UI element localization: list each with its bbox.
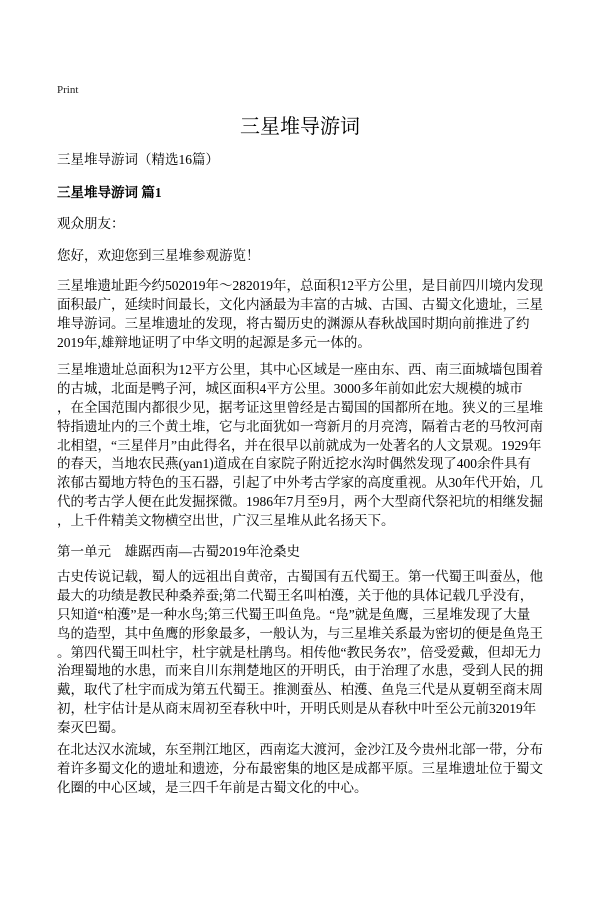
paragraph-line: 面积最广，延续时间最长，文化内涵最为丰富的古城、古国、古蜀文化遗址，三星	[57, 296, 543, 312]
paragraph-line: 初，杜宇估计是从商末周初至春秋中叶，开明氏则是从春秋中叶至公元前32019年	[57, 701, 537, 717]
paragraph-2	[57, 361, 543, 531]
paragraph-line: 三星堆遗址距今约502019年～282019年，总面积12平方公里，是目前四川境内发现	[57, 278, 543, 293]
greeting: 观众朋友：	[57, 216, 125, 231]
print-link[interactable]: Print	[57, 84, 79, 96]
paragraph-line: 代的考古学人便在此发掘探微。1986年7月至9月，两个大型商代祭祀坑的相继发掘	[57, 494, 543, 510]
document-subtitle: 三星堆导游词（精选16篇）	[57, 152, 219, 167]
paragraph-line: 治理蜀地的水患，而来自川东荆楚地区的开明氏，由于治理了水患，受到人民的拥	[57, 663, 543, 679]
paragraph-line: 的春天，当地农民燕(yan1)道成在自家院子附近挖水沟时偶然发现了400余件具有	[57, 456, 531, 472]
paragraph-line: 三星堆遗址总面积为12平方公里，其中心区域是一座由东、西、南三面城墙包围着	[57, 362, 543, 377]
paragraph-line: ，在全国范围内都很少见，据考证这里曾经是古蜀国的国都所在地。狭义的三星堆	[57, 399, 543, 415]
section-heading: 三星堆导游词 篇1	[57, 185, 162, 200]
paragraph-line: 。第四代蜀王叫杜宇，杜宇就是杜鹃鸟。相传他“教民务农”，倍受爱戴，但却无力	[57, 644, 542, 660]
paragraph-3	[57, 568, 543, 738]
paragraph-line: 鸟的造型，其中鱼鹰的形象最多，一般认为，与三星堆关系最为密切的便是鱼凫王	[57, 625, 543, 641]
paragraph-line: 的古城，北面是鸭子河，城区面积4平方公里。3000多年前如此宏大规模的城市	[57, 380, 523, 396]
paragraph-line: 秦灭巴蜀。	[57, 720, 125, 736]
paragraph-line: 化圈的中心区域，是三四千年前是古蜀文化的中心。	[57, 779, 368, 795]
unit-heading: 第一单元 雄踞西南—古蜀2019年沧桑史	[57, 544, 300, 559]
paragraph-line: 着许多蜀文化的遗址和遗迹，分布最密集的地区是成都平原。三星堆遗址位于蜀文	[57, 760, 543, 776]
paragraph-line: 堆导游词。三星堆遗址的发现，将古蜀历史的渊源从春秋战国时期向前推进了约	[57, 315, 530, 331]
paragraph-line: 浓郁古蜀地方特色的玉石器，引起了中外考古学家的高度重视。从30年代开始，几	[57, 475, 543, 491]
paragraph-line: ，上千件精美文物横空出世，广汉三星堆从此名扬天下。	[57, 513, 395, 529]
page-title: 三星堆导游词	[240, 116, 360, 138]
paragraph-4	[57, 741, 543, 798]
paragraph-line: 古史传说记载，蜀人的远祖出自黄帝，古蜀国有五代蜀王。第一代蜀王叫蚕丛，他	[57, 569, 543, 584]
paragraph-line: 最大的功绩是教民种桑养蚕;第二代蜀王名叫柏濩，关于他的具体记载几乎没有，	[57, 587, 534, 603]
paragraph-line: 2019年,雄辩地证明了中华文明的起源是多元一体的。	[57, 334, 371, 350]
paragraph-line: 在北达汉水流域，东至荆江地区，西南迄大渡河，金沙江及今贵州北部一带，分布	[57, 742, 543, 757]
paragraph-1	[57, 277, 543, 353]
welcome-text: 您好，欢迎您到三星堆参观游览！	[57, 248, 260, 263]
paragraph-line: 戴，取代了杜宇而成为第五代蜀王。推测蚕丛、柏濩、鱼凫三代是从夏朝至商末周	[57, 682, 543, 698]
paragraph-line: 特指遗址内的三个黄土堆，它与北面犹如一弯新月的月亮湾，隔着古老的马牧河南	[57, 418, 543, 434]
paragraph-line: 只知道“柏濩”是一种水鸟;第三代蜀王叫鱼凫。“凫”就是鱼鹰，三星堆发现了大量	[57, 606, 531, 622]
paragraph-line: 北相望，“三星伴月”由此得名，并在很早以前就成为一处著名的人文景观。1929年	[57, 437, 542, 453]
